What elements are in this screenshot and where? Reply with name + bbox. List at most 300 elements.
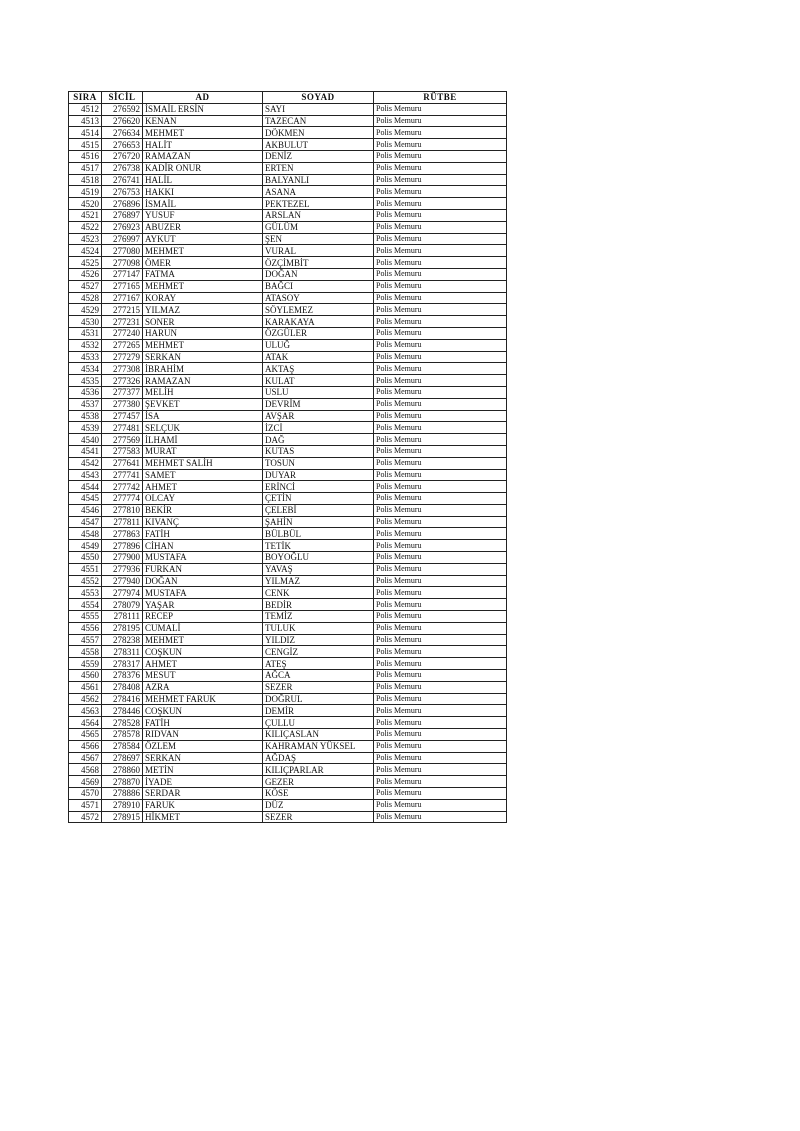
cell-sicil: 276738 xyxy=(102,162,143,174)
cell-sicil: 277380 xyxy=(102,398,143,410)
cell-rutbe: Polis Memuru xyxy=(374,316,507,328)
cell-ad: RAMAZAN xyxy=(143,375,263,387)
cell-soyad: İZCİ xyxy=(263,422,374,434)
cell-sira: 4524 xyxy=(69,245,102,257)
cell-sira: 4543 xyxy=(69,469,102,481)
cell-sicil: 277741 xyxy=(102,469,143,481)
cell-rutbe: Polis Memuru xyxy=(374,776,507,788)
cell-sira: 4563 xyxy=(69,705,102,717)
cell-sicil: 276997 xyxy=(102,233,143,245)
table-row xyxy=(69,245,507,257)
cell-rutbe: Polis Memuru xyxy=(374,740,507,752)
table-row xyxy=(69,268,507,280)
cell-sicil: 276753 xyxy=(102,186,143,198)
cell-sicil: 277974 xyxy=(102,587,143,599)
cell-sicil: 276634 xyxy=(102,127,143,139)
cell-ad: HARUN xyxy=(143,327,263,339)
cell-rutbe: Polis Memuru xyxy=(374,174,507,186)
cell-sira: 4536 xyxy=(69,386,102,398)
cell-sira: 4561 xyxy=(69,681,102,693)
cell-sicil: 277940 xyxy=(102,575,143,587)
cell-soyad: ŞEN xyxy=(263,233,374,245)
cell-ad: FURKAN xyxy=(143,563,263,575)
cell-sicil: 277147 xyxy=(102,268,143,280)
cell-sicil: 278584 xyxy=(102,740,143,752)
cell-ad: İSMAİL xyxy=(143,198,263,210)
cell-rutbe: Polis Memuru xyxy=(374,162,507,174)
cell-rutbe: Polis Memuru xyxy=(374,375,507,387)
cell-rutbe: Polis Memuru xyxy=(374,186,507,198)
cell-sicil: 278697 xyxy=(102,752,143,764)
cell-sicil: 277165 xyxy=(102,280,143,292)
cell-rutbe: Polis Memuru xyxy=(374,622,507,634)
cell-soyad: BAĞCI xyxy=(263,280,374,292)
cell-rutbe: Polis Memuru xyxy=(374,563,507,575)
cell-ad: BEKİR xyxy=(143,504,263,516)
cell-sicil: 277583 xyxy=(102,445,143,457)
table-row xyxy=(69,740,507,752)
cell-ad: DOĞAN xyxy=(143,575,263,587)
cell-sira: 4513 xyxy=(69,115,102,127)
cell-rutbe: Polis Memuru xyxy=(374,457,507,469)
cell-ad: FATİH xyxy=(143,717,263,729)
cell-sira: 4556 xyxy=(69,622,102,634)
table-row xyxy=(69,646,507,658)
cell-sicil: 278870 xyxy=(102,776,143,788)
cell-soyad: AVŞAR xyxy=(263,410,374,422)
cell-soyad: DEVRİM xyxy=(263,398,374,410)
table-row xyxy=(69,233,507,245)
cell-sira: 4540 xyxy=(69,434,102,446)
cell-ad: HAKKI xyxy=(143,186,263,198)
cell-sira: 4552 xyxy=(69,575,102,587)
cell-ad: HALİT xyxy=(143,139,263,151)
cell-sira: 4512 xyxy=(69,103,102,115)
cell-sira: 4529 xyxy=(69,304,102,316)
cell-soyad: DAĞ xyxy=(263,434,374,446)
cell-rutbe: Polis Memuru xyxy=(374,410,507,422)
cell-sira: 4527 xyxy=(69,280,102,292)
cell-soyad: ŞAHİN xyxy=(263,516,374,528)
cell-ad: SERKAN xyxy=(143,351,263,363)
cell-sicil: 277457 xyxy=(102,410,143,422)
cell-sira: 4553 xyxy=(69,587,102,599)
cell-soyad: ARSLAN xyxy=(263,209,374,221)
cell-ad: MEHMET xyxy=(143,339,263,351)
cell-soyad: BÜLBÜL xyxy=(263,528,374,540)
table-row xyxy=(69,705,507,717)
cell-rutbe: Polis Memuru xyxy=(374,717,507,729)
cell-sira: 4555 xyxy=(69,611,102,623)
cell-soyad: PEKTEZEL xyxy=(263,198,374,210)
table-row xyxy=(69,375,507,387)
cell-rutbe: Polis Memuru xyxy=(374,245,507,257)
cell-rutbe: Polis Memuru xyxy=(374,788,507,800)
cell-soyad: CENGİZ xyxy=(263,646,374,658)
header-ad: AD xyxy=(143,92,263,104)
cell-soyad: DÜZ xyxy=(263,799,374,811)
cell-soyad: KILIÇASLAN xyxy=(263,729,374,741)
table-row xyxy=(69,103,507,115)
cell-soyad: BOYOĞLU xyxy=(263,552,374,564)
cell-sira: 4562 xyxy=(69,693,102,705)
cell-sicil: 277811 xyxy=(102,516,143,528)
cell-ad: SAMET xyxy=(143,469,263,481)
table-row xyxy=(69,150,507,162)
cell-sira: 4554 xyxy=(69,599,102,611)
cell-ad: MEHMET xyxy=(143,634,263,646)
cell-sira: 4539 xyxy=(69,422,102,434)
cell-soyad: BALYANLI xyxy=(263,174,374,186)
cell-ad: RECEP xyxy=(143,611,263,623)
cell-sira: 4515 xyxy=(69,139,102,151)
cell-sira: 4526 xyxy=(69,268,102,280)
cell-rutbe: Polis Memuru xyxy=(374,752,507,764)
cell-soyad: CENK xyxy=(263,587,374,599)
cell-soyad: ÖZÇİMBİT xyxy=(263,257,374,269)
cell-ad: CUMALİ xyxy=(143,622,263,634)
cell-ad: İSA xyxy=(143,410,263,422)
cell-ad: ÖZLEM xyxy=(143,740,263,752)
cell-sira: 4569 xyxy=(69,776,102,788)
cell-soyad: SEZER xyxy=(263,811,374,823)
table-row xyxy=(69,304,507,316)
cell-sicil: 276720 xyxy=(102,150,143,162)
cell-sira: 4547 xyxy=(69,516,102,528)
cell-sicil: 277279 xyxy=(102,351,143,363)
cell-rutbe: Polis Memuru xyxy=(374,386,507,398)
table-row xyxy=(69,681,507,693)
table-row xyxy=(69,729,507,741)
cell-sicil: 277641 xyxy=(102,457,143,469)
cell-sicil: 277326 xyxy=(102,375,143,387)
cell-soyad: YILDIZ xyxy=(263,634,374,646)
header-rutbe: RÜTBE xyxy=(374,92,507,104)
cell-sira: 4565 xyxy=(69,729,102,741)
cell-rutbe: Polis Memuru xyxy=(374,729,507,741)
cell-ad: COŞKUN xyxy=(143,646,263,658)
table-row xyxy=(69,209,507,221)
cell-ad: İSMAİL ERSİN xyxy=(143,103,263,115)
cell-sira: 4557 xyxy=(69,634,102,646)
table-row xyxy=(69,422,507,434)
table-row xyxy=(69,316,507,328)
cell-sira: 4522 xyxy=(69,221,102,233)
cell-sira: 4535 xyxy=(69,375,102,387)
cell-rutbe: Polis Memuru xyxy=(374,221,507,233)
cell-sira: 4531 xyxy=(69,327,102,339)
cell-ad: FARUK xyxy=(143,799,263,811)
table-row xyxy=(69,504,507,516)
cell-sicil: 278886 xyxy=(102,788,143,800)
cell-rutbe: Polis Memuru xyxy=(374,587,507,599)
table-row xyxy=(69,327,507,339)
table-row xyxy=(69,469,507,481)
table-row xyxy=(69,280,507,292)
cell-sira: 4517 xyxy=(69,162,102,174)
cell-soyad: DOĞAN xyxy=(263,268,374,280)
cell-rutbe: Polis Memuru xyxy=(374,516,507,528)
cell-sicil: 277167 xyxy=(102,292,143,304)
cell-ad: YAŞAR xyxy=(143,599,263,611)
table-row xyxy=(69,434,507,446)
header-sicil: SİCİL xyxy=(102,92,143,104)
cell-soyad: DUYAR xyxy=(263,469,374,481)
cell-sicil: 277569 xyxy=(102,434,143,446)
table-row xyxy=(69,575,507,587)
cell-rutbe: Polis Memuru xyxy=(374,670,507,682)
cell-rutbe: Polis Memuru xyxy=(374,658,507,670)
cell-sicil: 276896 xyxy=(102,198,143,210)
cell-sicil: 277481 xyxy=(102,422,143,434)
cell-ad: ABUZER xyxy=(143,221,263,233)
cell-soyad: ATEŞ xyxy=(263,658,374,670)
cell-soyad: SÖYLEMEZ xyxy=(263,304,374,316)
cell-rutbe: Polis Memuru xyxy=(374,481,507,493)
cell-soyad: DÖKMEN xyxy=(263,127,374,139)
cell-ad: MEHMET SALİH xyxy=(143,457,263,469)
cell-sira: 4548 xyxy=(69,528,102,540)
cell-sicil: 278311 xyxy=(102,646,143,658)
cell-rutbe: Polis Memuru xyxy=(374,198,507,210)
cell-ad: SELÇUK xyxy=(143,422,263,434)
cell-ad: MELİH xyxy=(143,386,263,398)
cell-soyad: DOĞRUL xyxy=(263,693,374,705)
table-row xyxy=(69,221,507,233)
cell-sira: 4551 xyxy=(69,563,102,575)
cell-rutbe: Polis Memuru xyxy=(374,327,507,339)
cell-sira: 4572 xyxy=(69,811,102,823)
cell-sira: 4518 xyxy=(69,174,102,186)
cell-soyad: TEMİZ xyxy=(263,611,374,623)
table-row xyxy=(69,658,507,670)
cell-sicil: 278446 xyxy=(102,705,143,717)
cell-ad: COŞKUN xyxy=(143,705,263,717)
table-row xyxy=(69,351,507,363)
cell-sira: 4538 xyxy=(69,410,102,422)
table-row xyxy=(69,611,507,623)
cell-soyad: TETİK xyxy=(263,540,374,552)
cell-sira: 4541 xyxy=(69,445,102,457)
cell-ad: İBRAHİM xyxy=(143,363,263,375)
cell-ad: SERKAN xyxy=(143,752,263,764)
cell-ad: İLHAMİ xyxy=(143,434,263,446)
table-row xyxy=(69,587,507,599)
cell-sicil: 277265 xyxy=(102,339,143,351)
cell-ad: HALİL xyxy=(143,174,263,186)
cell-sicil: 277900 xyxy=(102,552,143,564)
cell-sicil: 277080 xyxy=(102,245,143,257)
cell-sira: 4545 xyxy=(69,493,102,505)
cell-rutbe: Polis Memuru xyxy=(374,540,507,552)
cell-sira: 4564 xyxy=(69,717,102,729)
cell-sicil: 278317 xyxy=(102,658,143,670)
cell-rutbe: Polis Memuru xyxy=(374,339,507,351)
cell-soyad: SEZER xyxy=(263,681,374,693)
cell-ad: KENAN xyxy=(143,115,263,127)
cell-ad: MEHMET FARUK xyxy=(143,693,263,705)
cell-rutbe: Polis Memuru xyxy=(374,103,507,115)
cell-ad: METİN xyxy=(143,764,263,776)
cell-sicil: 277240 xyxy=(102,327,143,339)
cell-ad: YUSUF xyxy=(143,209,263,221)
cell-sira: 4520 xyxy=(69,198,102,210)
table-row xyxy=(69,622,507,634)
cell-ad: MURAT xyxy=(143,445,263,457)
table-row xyxy=(69,386,507,398)
table-row xyxy=(69,516,507,528)
cell-rutbe: Polis Memuru xyxy=(374,528,507,540)
table-body xyxy=(69,103,507,823)
cell-ad: CİHAN xyxy=(143,540,263,552)
cell-rutbe: Polis Memuru xyxy=(374,209,507,221)
table-row xyxy=(69,634,507,646)
cell-soyad: ATASOY xyxy=(263,292,374,304)
cell-ad: MEHMET xyxy=(143,280,263,292)
cell-ad: YILMAZ xyxy=(143,304,263,316)
cell-sicil: 277936 xyxy=(102,563,143,575)
cell-sira: 4560 xyxy=(69,670,102,682)
table-row xyxy=(69,292,507,304)
cell-soyad: YAVAŞ xyxy=(263,563,374,575)
cell-rutbe: Polis Memuru xyxy=(374,115,507,127)
cell-sicil: 276923 xyxy=(102,221,143,233)
table-row xyxy=(69,528,507,540)
cell-soyad: KÖSE xyxy=(263,788,374,800)
cell-sira: 4571 xyxy=(69,799,102,811)
table-row xyxy=(69,139,507,151)
cell-rutbe: Polis Memuru xyxy=(374,575,507,587)
cell-rutbe: Polis Memuru xyxy=(374,127,507,139)
cell-soyad: AKTAŞ xyxy=(263,363,374,375)
cell-rutbe: Polis Memuru xyxy=(374,646,507,658)
table-row xyxy=(69,398,507,410)
cell-soyad: TAZECAN xyxy=(263,115,374,127)
cell-sicil: 278079 xyxy=(102,599,143,611)
cell-sicil: 276592 xyxy=(102,103,143,115)
cell-rutbe: Polis Memuru xyxy=(374,280,507,292)
cell-sicil: 277742 xyxy=(102,481,143,493)
cell-sicil: 278416 xyxy=(102,693,143,705)
cell-sicil: 277377 xyxy=(102,386,143,398)
cell-sicil: 276741 xyxy=(102,174,143,186)
cell-soyad: ERTEN xyxy=(263,162,374,174)
cell-soyad: TOSUN xyxy=(263,457,374,469)
cell-sicil: 278578 xyxy=(102,729,143,741)
cell-rutbe: Polis Memuru xyxy=(374,681,507,693)
cell-soyad: GÜLÜM xyxy=(263,221,374,233)
cell-ad: OLCAY xyxy=(143,493,263,505)
cell-soyad: KULAT xyxy=(263,375,374,387)
table-row xyxy=(69,563,507,575)
table-row xyxy=(69,115,507,127)
personnel-table xyxy=(68,91,507,823)
cell-sicil: 277810 xyxy=(102,504,143,516)
cell-soyad: DEMİR xyxy=(263,705,374,717)
cell-sicil: 277215 xyxy=(102,304,143,316)
cell-sira: 4544 xyxy=(69,481,102,493)
cell-sicil: 276653 xyxy=(102,139,143,151)
cell-ad: FATİH xyxy=(143,528,263,540)
cell-soyad: ÇULLU xyxy=(263,717,374,729)
cell-sicil: 277896 xyxy=(102,540,143,552)
cell-soyad: AKBULUT xyxy=(263,139,374,151)
table-row xyxy=(69,198,507,210)
cell-sicil: 278528 xyxy=(102,717,143,729)
cell-rutbe: Polis Memuru xyxy=(374,705,507,717)
cell-rutbe: Polis Memuru xyxy=(374,257,507,269)
cell-rutbe: Polis Memuru xyxy=(374,811,507,823)
cell-ad: AZRA xyxy=(143,681,263,693)
table-row xyxy=(69,174,507,186)
cell-soyad: ÇELEBİ xyxy=(263,504,374,516)
cell-soyad: BEDİR xyxy=(263,599,374,611)
cell-soyad: KARAKAYA xyxy=(263,316,374,328)
cell-soyad: ERİNCİ xyxy=(263,481,374,493)
cell-soyad: AĞDAŞ xyxy=(263,752,374,764)
cell-ad: KADİR ONUR xyxy=(143,162,263,174)
cell-soyad: VURAL xyxy=(263,245,374,257)
table-row xyxy=(69,717,507,729)
cell-rutbe: Polis Memuru xyxy=(374,351,507,363)
cell-sira: 4532 xyxy=(69,339,102,351)
cell-ad: AYKUT xyxy=(143,233,263,245)
cell-sicil: 277098 xyxy=(102,257,143,269)
cell-rutbe: Polis Memuru xyxy=(374,764,507,776)
cell-soyad: YILMAZ xyxy=(263,575,374,587)
table-row xyxy=(69,693,507,705)
table-row xyxy=(69,764,507,776)
cell-soyad: ÇETİN xyxy=(263,493,374,505)
table-row xyxy=(69,410,507,422)
cell-rutbe: Polis Memuru xyxy=(374,422,507,434)
cell-sicil: 276897 xyxy=(102,209,143,221)
cell-sicil: 278915 xyxy=(102,811,143,823)
cell-rutbe: Polis Memuru xyxy=(374,693,507,705)
cell-rutbe: Polis Memuru xyxy=(374,292,507,304)
cell-soyad: GEZER xyxy=(263,776,374,788)
cell-sira: 4558 xyxy=(69,646,102,658)
cell-ad: İYADE xyxy=(143,776,263,788)
cell-sira: 4549 xyxy=(69,540,102,552)
cell-sicil: 278408 xyxy=(102,681,143,693)
cell-sicil: 278195 xyxy=(102,622,143,634)
table-row xyxy=(69,776,507,788)
cell-sira: 4530 xyxy=(69,316,102,328)
cell-sira: 4546 xyxy=(69,504,102,516)
cell-rutbe: Polis Memuru xyxy=(374,268,507,280)
cell-rutbe: Polis Memuru xyxy=(374,634,507,646)
cell-sicil: 277863 xyxy=(102,528,143,540)
cell-sicil: 278238 xyxy=(102,634,143,646)
cell-soyad: KAHRAMAN YÜKSEL xyxy=(263,740,374,752)
table-row xyxy=(69,811,507,823)
cell-soyad: USLU xyxy=(263,386,374,398)
table-row xyxy=(69,186,507,198)
cell-soyad: SAYI xyxy=(263,103,374,115)
cell-rutbe: Polis Memuru xyxy=(374,150,507,162)
table-row xyxy=(69,445,507,457)
cell-ad: HİKMET xyxy=(143,811,263,823)
cell-rutbe: Polis Memuru xyxy=(374,469,507,481)
cell-rutbe: Polis Memuru xyxy=(374,599,507,611)
cell-sicil: 277308 xyxy=(102,363,143,375)
cell-sira: 4521 xyxy=(69,209,102,221)
cell-sira: 4537 xyxy=(69,398,102,410)
cell-rutbe: Polis Memuru xyxy=(374,504,507,516)
cell-sira: 4516 xyxy=(69,150,102,162)
cell-ad: MEHMET xyxy=(143,127,263,139)
